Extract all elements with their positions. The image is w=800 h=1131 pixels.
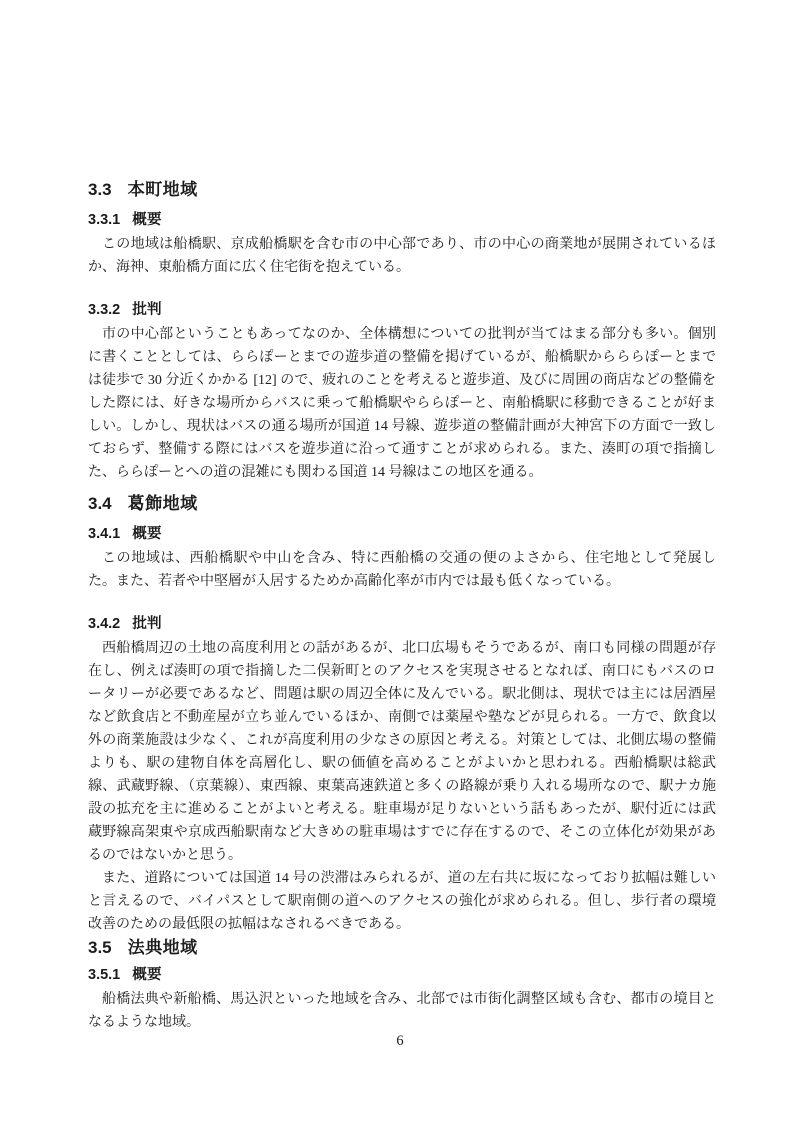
subsection-heading-3-3-1	[88, 211, 716, 230]
subsection-heading-3-5-1	[88, 966, 716, 985]
subsection-title: 概要	[132, 967, 162, 983]
paragraph: この地域は、西船橋駅や中山を含み、特に西船橋の交通の便のよさから、住宅地として発展した。また、若者や中堅層が入居するためか高齢化率が市内では最も低くなっている。	[88, 551, 716, 589]
paragraph: 西船橋周辺の土地の高度利用との話があるが、北口広場もそうであるが、南口も同様の問題が存在し、例えば湊町の項で指摘した二俣新町とのアクセスを実現させるとなれば、南口にもバスのロータリーが必要であるなど、問題は駅の周辺全体に及んでいる。駅北側は、現状では主には居酒屋など飲食店と不動産屋が立ち並んでいるほか、南側では薬屋や塾などが見られる。一方で、飲食以外の商業施設は少なく、これが高度利用の少なさの原因と考える。対策としては、北側広場の整備よりも、駅の建物自体を高層化し、駅の価値を高めることがよいかと思われる。西船橋駅は総武線、武蔵野線、（京葉線）、東西線、東葉高速鉄道と多くの路線が乗り入れる場所なので、駅ナカ施設の拡充を主に進めることがよいと考える。駐車場が足りないという話もあったが、駅付近には武蔵野線高架東や京成西船駅南など大きめの駐車場はすでに存在するので、そこの立体化が効果があるのではないかと思う。	[88, 641, 716, 863]
subsection-title: 批判	[132, 302, 162, 318]
section-number: 3.3	[88, 180, 112, 199]
page-number: 6	[396, 1033, 404, 1049]
subsection-title: 批判	[132, 616, 162, 632]
page-content	[88, 0, 716, 1034]
subsection-number: 3.4.1	[88, 526, 121, 542]
section-title: 本町地域	[127, 180, 198, 199]
paragraph: この地域は船橋駅、京成船橋駅を含む市の中心部であり、市の中心の商業地が展開されているほか、海神、東船橋方面に広く住宅街を抱えている。	[88, 237, 716, 275]
section-number: 3.4	[88, 494, 112, 513]
subsection-title: 概要	[132, 212, 162, 228]
section-heading-honcho	[88, 178, 716, 201]
subsection-number: 3.3.1	[88, 212, 121, 228]
subsection-heading-3-4-2	[88, 615, 716, 634]
subsection-title: 概要	[132, 526, 162, 542]
subsection-number: 3.3.2	[88, 302, 121, 318]
subsection-heading-3-3-2	[88, 301, 716, 320]
subsection-number: 3.4.2	[88, 616, 121, 632]
paragraph: また、道路については国道 14 号の渋滞はみられるが、道の左右共に坂になっており拡幅は難しいと言えるので、バイパスとして駅南側の道へのアクセスの強化が求められる。但し、歩行者の環境改善のための最低限の拡幅はなされるべきである。	[88, 871, 716, 932]
section-heading-hoden	[88, 936, 716, 959]
paragraph: 船橋法典や新船橋、馬込沢といった地域を含み、北部では市街化調整区域も含む、都市の境目となるような地域。	[88, 992, 716, 1030]
section-number: 3.5	[88, 938, 112, 957]
section-heading-katsushika	[88, 492, 716, 515]
section-title: 葛飾地域	[127, 494, 198, 513]
section-title: 法典地域	[127, 938, 198, 957]
paragraph: 市の中心部ということもあってなのか、全体構想についての批判が当てはまる部分も多い。個別に書くこととしては、ららぽーとまでの遊歩道の整備を掲げているが、船橋駅からららぽーとまでは徒歩で 30 分近くかかる [12] ので、疲れのことを考えると遊歩道、及びに周囲の商店などの整備をした際には、好きな場所からバスに乗って船橋駅やららぽーと、南船橋駅に移動できることが好ましい。しかし、現状はバスの通る場所が国道 14 号線、遊歩道の整備計画が大神宮下の方面で一致しておらず、整備する際にはバスを遊歩道に沿って通すことが求められる。また、湊町の項で指摘した、ららぽーとへの道の混雑にも関わる国道 14 号線はこの地区を通る。	[88, 327, 716, 480]
subsection-heading-3-4-1	[88, 525, 716, 544]
subsection-number: 3.5.1	[88, 967, 121, 983]
